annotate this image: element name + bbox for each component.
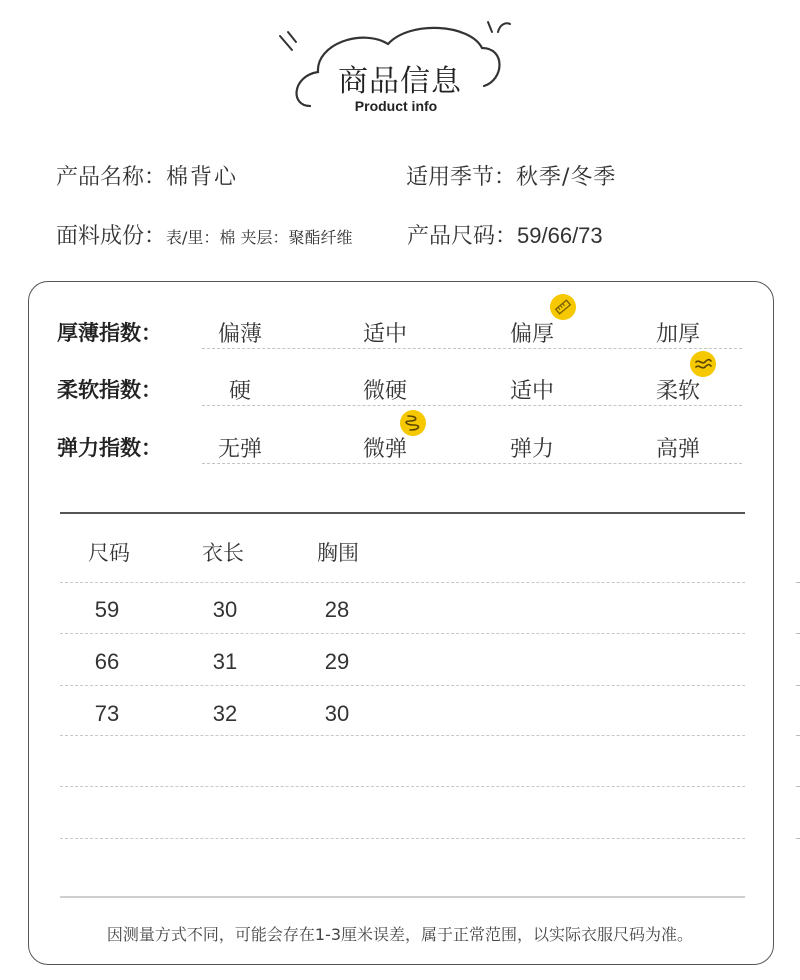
fabric-value: 表/里：棉 夹层：聚酯纤维 — [166, 228, 353, 247]
size-label: 产品尺码： — [407, 224, 518, 249]
measurement-note: 因测量方式不同，可能会存在1-3厘米误差，属于正常范围，以实际衣服尺码为准。 — [106, 925, 694, 944]
table-cell: 73 — [94, 701, 120, 726]
product-name-label: 产品名称： — [56, 165, 167, 190]
softness-option: 微硬 — [362, 379, 407, 404]
divider — [202, 348, 742, 349]
table-cell: 29 — [324, 649, 350, 674]
elasticity-option: 弹力 — [509, 437, 554, 462]
fabric-row — [56, 219, 353, 250]
thickness-option-selected: 偏厚 — [509, 322, 554, 347]
elasticity-option: 高弹 — [655, 437, 700, 462]
softness-option: 硬 — [228, 379, 251, 404]
divider — [202, 463, 742, 464]
table-cell: 28 — [324, 597, 350, 622]
thickness-option: 偏薄 — [217, 322, 262, 347]
edge-mark — [796, 735, 800, 736]
product-name-row — [56, 160, 238, 191]
table-cell: 30 — [324, 701, 350, 726]
table-row-divider — [60, 685, 745, 686]
elasticity-index-label: 弹力指数： — [57, 436, 162, 460]
season-row — [406, 160, 616, 191]
table-cell: 32 — [212, 701, 238, 726]
table-row-divider — [60, 633, 745, 634]
size-row — [407, 219, 603, 250]
spring-icon — [400, 410, 426, 436]
table-row-divider — [60, 735, 745, 736]
edge-mark — [796, 786, 800, 787]
thickness-option: 适中 — [362, 322, 407, 347]
table-header-size: 尺码 — [88, 541, 130, 565]
season-label: 适用季节： — [406, 165, 517, 190]
table-cell: 66 — [94, 649, 120, 674]
softness-option: 适中 — [509, 379, 554, 404]
size-value: 59/66/73 — [517, 223, 603, 248]
table-top-border — [60, 512, 745, 514]
page-subtitle: Product info — [354, 98, 438, 114]
thickness-index-label: 厚薄指数： — [57, 321, 162, 345]
table-row-divider — [60, 786, 745, 787]
product-name-value: 棉背心 — [166, 165, 239, 190]
table-bottom-border — [60, 896, 745, 898]
wave-icon — [690, 351, 716, 377]
softness-index-label: 柔软指数： — [57, 378, 162, 402]
table-cell: 59 — [94, 597, 120, 622]
divider — [202, 405, 742, 406]
edge-mark — [796, 633, 800, 634]
elasticity-option-selected: 微弹 — [362, 437, 407, 462]
edge-mark — [796, 685, 800, 686]
season-value: 秋季/冬季 — [516, 165, 617, 190]
fabric-label: 面料成份： — [56, 224, 167, 249]
page-title: 商品信息 — [338, 64, 462, 99]
ruler-icon — [550, 294, 576, 320]
edge-mark — [796, 838, 800, 839]
elasticity-option: 无弹 — [217, 437, 262, 462]
table-header-chest: 胸围 — [317, 541, 359, 565]
thickness-option: 加厚 — [655, 322, 700, 347]
table-row-divider — [60, 838, 745, 839]
table-header-length: 衣长 — [202, 541, 244, 565]
table-row-divider — [60, 582, 745, 583]
table-cell: 31 — [212, 649, 238, 674]
edge-mark — [796, 582, 800, 583]
softness-option-selected: 柔软 — [655, 379, 700, 404]
table-cell: 30 — [212, 597, 238, 622]
